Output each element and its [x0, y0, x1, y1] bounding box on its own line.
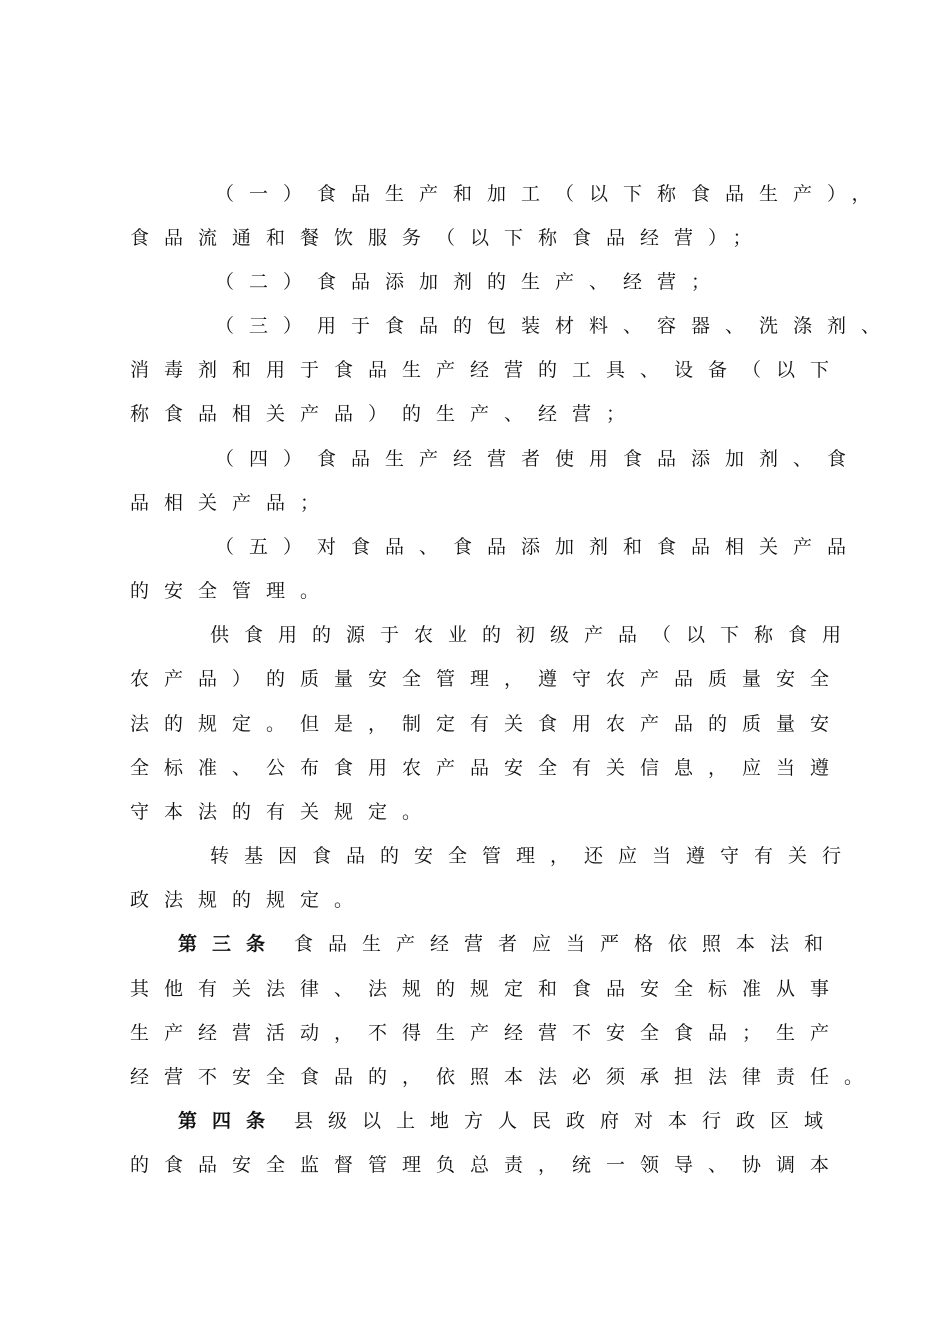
- text-line: 品相关产品；: [130, 492, 335, 514]
- text-line: 守本法的有关规定。: [130, 801, 437, 823]
- text-line: 转基因食品的安全管理，还应当遵守有关行: [210, 845, 857, 867]
- text-line: 其他有关法律、法规的规定和食品安全标准从事: [130, 978, 845, 1000]
- text-line: （二）食品添加剂的生产、经营；: [215, 271, 726, 293]
- article-3-line: [178, 932, 838, 956]
- text-line: 称食品相关产品）的生产、经营；: [130, 403, 641, 425]
- text-line: （五）对食品、食品添加剂和食品相关产品: [215, 536, 862, 558]
- article-3-text: 食品生产经营者应当严格依照本法和: [294, 933, 839, 955]
- text-line: 食品流通和餐饮服务（以下称食品经营）；: [130, 227, 767, 249]
- text-line: 的食品安全监督管理负总责，统一领导、协调本: [130, 1154, 845, 1176]
- text-line: 政法规的规定。: [130, 889, 369, 911]
- text-line: 经营不安全食品的，依照本法必须承担法律责任。: [130, 1066, 879, 1088]
- article-4-heading: 第四条: [178, 1110, 281, 1132]
- text-line: （一）食品生产和加工（以下称食品生产），: [215, 183, 886, 205]
- text-line: 农产品）的质量安全管理，遵守农产品质量安全: [130, 668, 845, 690]
- text-line: （三）用于食品的包装材料、容器、洗涤剂、: [215, 315, 896, 337]
- text-line: 消毒剂和用于食品生产经营的工具、设备（以下: [130, 359, 845, 381]
- text-line: 全标准、公布食用农产品安全有关信息，应当遵: [130, 757, 845, 779]
- article-4-text: 县级以上地方人民政府对本行政区域: [294, 1110, 839, 1132]
- article-3-heading: 第三条: [178, 933, 281, 955]
- text-line: 法的规定。但是，制定有关食用农产品的质量安: [130, 713, 845, 735]
- article-4-line: [178, 1109, 838, 1133]
- text-line: 的安全管理。: [130, 580, 335, 602]
- text-line: 生产经营活动，不得生产经营不安全食品；生产: [130, 1022, 845, 1044]
- text-line: （四）食品生产经营者使用食品添加剂、食: [215, 448, 862, 470]
- text-line: 供食用的源于农业的初级产品（以下称食用: [210, 624, 857, 646]
